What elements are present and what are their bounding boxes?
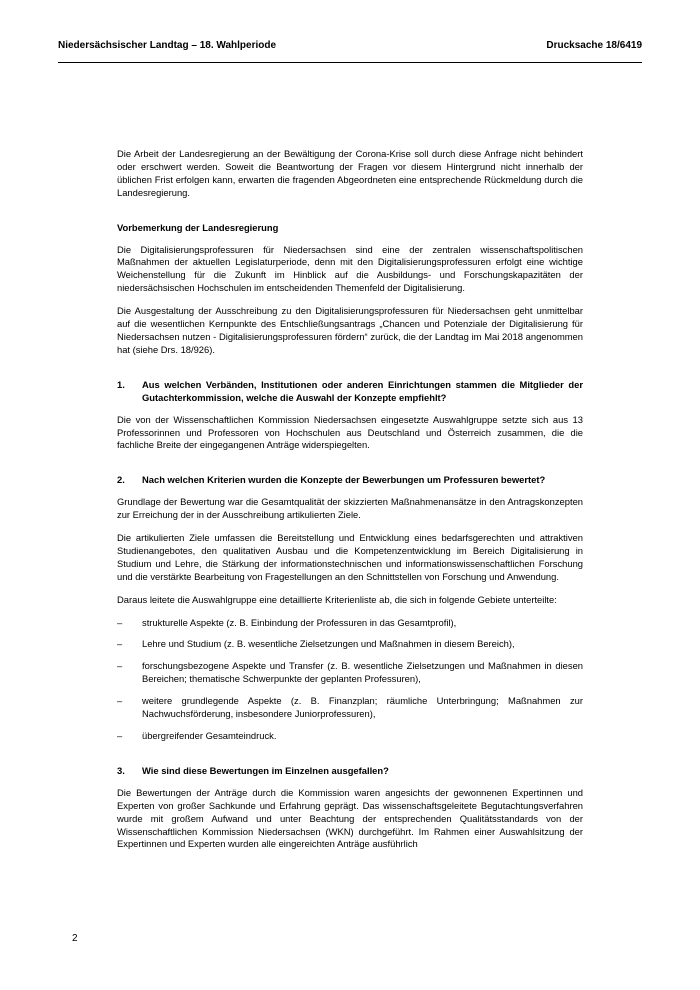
list-item-text: forschungsbezogene Aspekte und Transfer (z. B. wesentliche Zielsetzungen und Maßnahmen in diesen Bereichen; thematische Schwerpunkte der geplanten Professuren), [142, 660, 583, 685]
question-text: Nach welchen Kriterien wurden die Konzepte der Bewerbungen um Professuren bewertet? [142, 474, 546, 486]
answer-2-paragraph-1: Grundlage der Bewertung war die Gesamtqualität der skizzierten Maßnahmenansätze in den Antragskonzepten zur Erreichung der in der Ausschreibung artikulierten Ziele. [117, 496, 583, 521]
list-item-text: Lehre und Studium (z. B. wesentliche Zielsetzungen und Maßnahmen in diesem Bereich), [142, 638, 515, 650]
list-item-text: übergreifender Gesamteindruck. [142, 730, 277, 741]
list-item [117, 730, 583, 743]
list-dash: – [117, 695, 123, 707]
list-item [117, 617, 583, 630]
intro-paragraph: Die Arbeit der Landesregierung an der Bewältigung der Corona-Krise soll durch diese Anfrage nicht behindert oder erschwert werden. Soweit die Beantwortung der Fragen vor diesem Hintergrund nicht innerhalb der üblichen Frist erfolgen kann, erwarten die fragenden Abgeordneten eine entsprechende Rückmeldung durch die Landesregierung. [117, 148, 583, 198]
question-text: Wie sind diese Bewertungen im Einzelnen ausgefallen? [142, 764, 389, 776]
question-1 [117, 379, 583, 405]
header-title: Niedersächsischer Landtag – 18. Wahlperiode [58, 40, 277, 51]
list-dash: – [117, 638, 123, 650]
question-3 [117, 765, 583, 778]
question-2 [117, 474, 583, 487]
list-item [117, 695, 583, 721]
preliminary-paragraph-1: Die Digitalisierungsprofessuren für Niedersachsen sind eine der zentralen wissenschaftspolitischen Maßnahmen der aktuellen Legislaturperiode, denn mit den Digitalisierungsprofessuren erfolgt eine wichtige Weichenstellung für die Zukunft im Hinblick auf die Ausbildungs- und Forschungskapazitäten der niedersächsischen Hochschulen im entscheidenden Themenfeld der Digitalisierung. [117, 243, 583, 294]
question-number: 3. [117, 764, 125, 776]
document-number: Drucksache 18/6419 [546, 40, 642, 51]
document-body [117, 148, 583, 861]
answer-1: Die von der Wissenschaftlichen Kommission Niedersachsen eingesetzte Auswahlgruppe setzte sich aus 13 Professorinnen und Professoren von Hochschulen aus Deutschland und Österreich zusammen, die die fachliche Breite der eingegangenen Anträge widerspiegelten. [117, 413, 583, 451]
list-dash: – [117, 616, 123, 628]
preliminary-heading: Vorbemerkung der Landesregierung [117, 221, 279, 233]
list-item-text: weitere grundlegende Aspekte (z. B. Finanzplan; räumliche Unterbringung; Maßnahmen zur Nachwuchsförderung, insbesondere Juniorprofessuren), [142, 695, 583, 720]
question-number: 2. [117, 474, 125, 486]
list-item [117, 660, 583, 686]
list-item-text: strukturelle Aspekte (z. B. Einbindung der Professuren in das Gesamtprofil), [142, 616, 457, 628]
answer-2-paragraph-3: Daraus leitete die Auswahlgruppe eine detaillierte Kriterienliste ab, die sich in folgende Gebiete unterteilte: [117, 593, 557, 605]
list-item [117, 638, 583, 651]
preliminary-paragraph-2: Die Ausgestaltung der Ausschreibung zu den Digitalisierungsprofessuren für Niedersachsen geht unmittelbar auf die wesentlichen Kernpunkte des Entschließungsantrags „Chancen und Potenziale der Digitalisierung für Niedersachsen nutzen - Digitalisierungsprofessuren fördern“ zurück, die der Landtag im Mai 2018 angenommen hat (siehe Drs. 18/926). [117, 305, 583, 355]
answer-3: Die Bewertungen der Anträge durch die Kommission waren angesichts der gewonnenen Expertinnen und Experten von großer Sachkunde und Erfahrung geprägt. Das wissenschaftsgeleitete Begutachtungsverfahren wurde mit großem Aufwand und unter Beachtung der entsprechenden Qualitätsstandards von der Wissenschaftlichen Kommission Niedersachsen (WKN) durchgeführt. Im Rahmen einer Auswahlsitzung der Expertinnen und Experten wurden alle eingereichten Anträge ausführlich [117, 786, 583, 850]
page-number: 2 [72, 933, 78, 944]
question-number: 1. [117, 378, 125, 390]
list-dash: – [117, 660, 123, 672]
answer-2-paragraph-2: Die artikulierten Ziele umfassen die Bereitstellung und Entwicklung eines bedarfsgerechten und attraktiven Studienangebotes, den qualitativen Ausbau und die Kompetenzentwicklung im Bereich Digitalisierung in Studium und Lehre, die Stärkung der informationstechnischen und informationswissenschaftlichen Forschung und die verstärkte Bearbeitung von Fragestellungen an den Schnittstellen von Forschung und Anwendung. [117, 532, 583, 582]
question-text: Aus welchen Verbänden, Institutionen oder anderen Einrichtungen stammen die Mitglieder der Gutachterkommission, welche die Auswahl der Konzepte empfiehlt? [142, 378, 583, 403]
page-header [58, 40, 642, 63]
list-dash: – [117, 730, 123, 741]
